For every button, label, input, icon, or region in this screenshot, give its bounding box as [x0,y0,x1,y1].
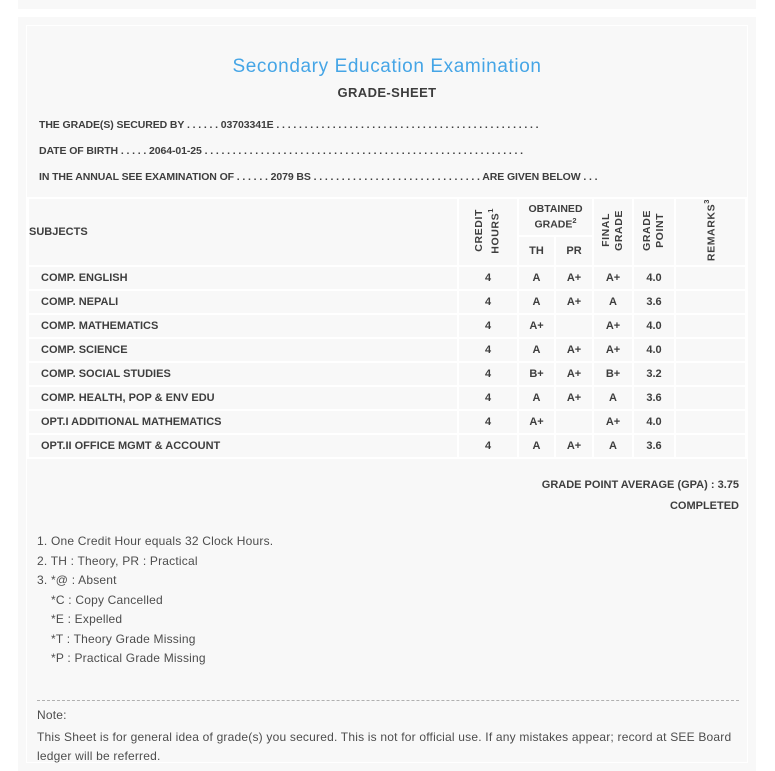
practical-grade: A+ [555,386,593,410]
examination-year-line [39,171,737,183]
grade-point: 3.6 [633,290,675,314]
column-header-final-grade: FINAL GRADE [593,198,633,266]
credit-hours-value: 4 [458,386,518,410]
practical-grade: A+ [555,362,593,386]
credit-hours-value: 4 [458,362,518,386]
credit-hours-value: 4 [458,290,518,314]
examination-year-value: 2079 BS [270,171,311,183]
grades-secured-label: THE GRADE(S) SECURED BY [39,119,185,131]
dotted-filler: . . . . . [120,145,147,157]
table-row [28,314,746,338]
grade-point: 4.0 [633,266,675,290]
table-row [28,362,746,386]
theory-grade: A [518,290,555,314]
footnote-item: 1. One Credit Hour equals 32 Clock Hours. [37,534,274,548]
practical-grade: A+ [555,290,593,314]
theory-grade: A [518,434,555,458]
grade-point: 4.0 [633,338,675,362]
subject-name: COMP. SCIENCE [28,338,458,362]
table-row [28,434,746,458]
result-summary [27,479,739,512]
column-header-grade-point: GRADE POINT [633,198,675,266]
credit-hours-value: 4 [458,314,518,338]
dotted-filler: . . . . . . [186,119,218,131]
footnotes [37,534,747,665]
dotted-filler: . . . . . . . . . . . . . . . . . . . . . . . . . . . . . . . . . . . . . . . . . . . . . . . . . . . . . . . . . [204,145,523,157]
practical-grade: A+ [555,338,593,362]
credit-hours-value: 4 [458,410,518,434]
theory-grade: B+ [518,362,555,386]
examination-label: IN THE ANNUAL SEE EXAMINATION OF [39,171,234,183]
practical-grade [555,410,593,434]
remarks-cell [675,266,746,290]
final-grade: B+ [593,362,633,386]
theory-grade: A [518,386,555,410]
dotted-filler: . . . . . . [236,171,268,183]
final-grade: A+ [593,338,633,362]
grade-point: 4.0 [633,410,675,434]
footnote-item: *E : Expelled [51,612,123,626]
subject-name: OPT.II OFFICE MGMT & ACCOUNT [28,434,458,458]
remarks-cell [675,362,746,386]
page-top-strip [18,0,756,9]
dotted-filler: . . . . . . . . . . . . . . . . . . . . . . . . . . . . . . [313,171,480,183]
gpa-label: GRADE POINT AVERAGE (GPA) : [541,479,715,491]
final-grade: A [593,386,633,410]
subject-name: COMP. NEPALI [28,290,458,314]
theory-grade: A [518,266,555,290]
date-of-birth-label: DATE OF BIRTH [39,145,118,157]
grade-point: 3.6 [633,434,675,458]
footnote-item: *T : Theory Grade Missing [51,631,196,646]
final-grade: A [593,434,633,458]
credit-hours-value: 4 [458,434,518,458]
column-header-theory: TH [518,236,555,266]
remarks-cell [675,410,746,434]
grades-table-header [28,198,746,266]
grades-table [27,197,747,459]
final-grade: A+ [593,314,633,338]
final-grade: A+ [593,410,633,434]
footnote-item: 2. TH : Theory, PR : Practical [37,553,198,568]
final-grade: A [593,290,633,314]
theory-grade: A+ [518,314,555,338]
theory-grade: A [518,338,555,362]
column-header-credit-hours: CREDIT HOURS$^1$ [458,198,518,266]
grade-point: 4.0 [633,314,675,338]
column-header-subjects: SUBJECTS [28,198,458,266]
gpa-value: 3.75 [717,479,739,491]
result-panel [18,17,756,771]
grade-point: 3.6 [633,386,675,410]
remarks-cell [675,338,746,362]
status-badge: COMPLETED [669,500,739,512]
candidate-info [39,119,737,183]
column-header-remarks: REMARKS$^3$ [675,198,746,266]
subject-name: COMP. MATHEMATICS [28,314,458,338]
practical-grade: A+ [555,266,593,290]
remarks-cell [675,386,746,410]
footnote-item: 3. *@ : Absent [37,573,117,587]
note-section [37,700,739,766]
table-row [28,266,746,290]
table-row [28,410,746,434]
page-title: Secondary Education Examination [232,56,542,77]
footnote-item: *P : Practical Grade Missing [51,651,206,665]
remarks-cell [675,314,746,338]
grades-secured-line [39,119,737,131]
grade-sheet-card [26,25,748,763]
practical-grade: A+ [555,434,593,458]
column-header-practical: PR [555,236,593,266]
table-row [28,290,746,314]
footnote-item: *C : Copy Cancelled [51,592,163,607]
subject-name: COMP. HEALTH, POP & ENV EDU [28,386,458,410]
date-of-birth-value: 2064-01-25 [149,145,202,157]
note-label: Note: [37,708,67,722]
credit-hours-value: 4 [458,338,518,362]
note-text: This Sheet is for general idea of grade(s) you secured. This is not for official use. If any mistakes appear; record at SEE Board ledger will be referred. [37,730,732,763]
table-row [28,386,746,410]
gpa-line [27,479,739,491]
subject-name: COMP. SOCIAL STUDIES [28,362,458,386]
remarks-cell [675,434,746,458]
grade-point: 3.2 [633,362,675,386]
column-header-obtained-grade: OBTAINED GRADE$^2$ [518,198,593,236]
final-grade: A+ [593,266,633,290]
credit-hours-value: 4 [458,266,518,290]
dotted-filler: . . . . . . . . . . . . . . . . . . . . . . . . . . . . . . . . . . . . . . . . . . . . . . . [276,119,539,131]
practical-grade [555,314,593,338]
subject-name: COMP. ENGLISH [28,266,458,290]
table-row [28,338,746,362]
subject-name: OPT.I ADDITIONAL MATHEMATICS [28,410,458,434]
are-given-below-label: ARE GIVEN BELOW . . . [482,171,598,183]
date-of-birth-line [39,145,737,157]
sheet-subtitle: GRADE-SHEET [337,85,437,100]
theory-grade: A+ [518,410,555,434]
symbol-number-value: 03703341E [220,119,274,131]
remarks-cell [675,290,746,314]
